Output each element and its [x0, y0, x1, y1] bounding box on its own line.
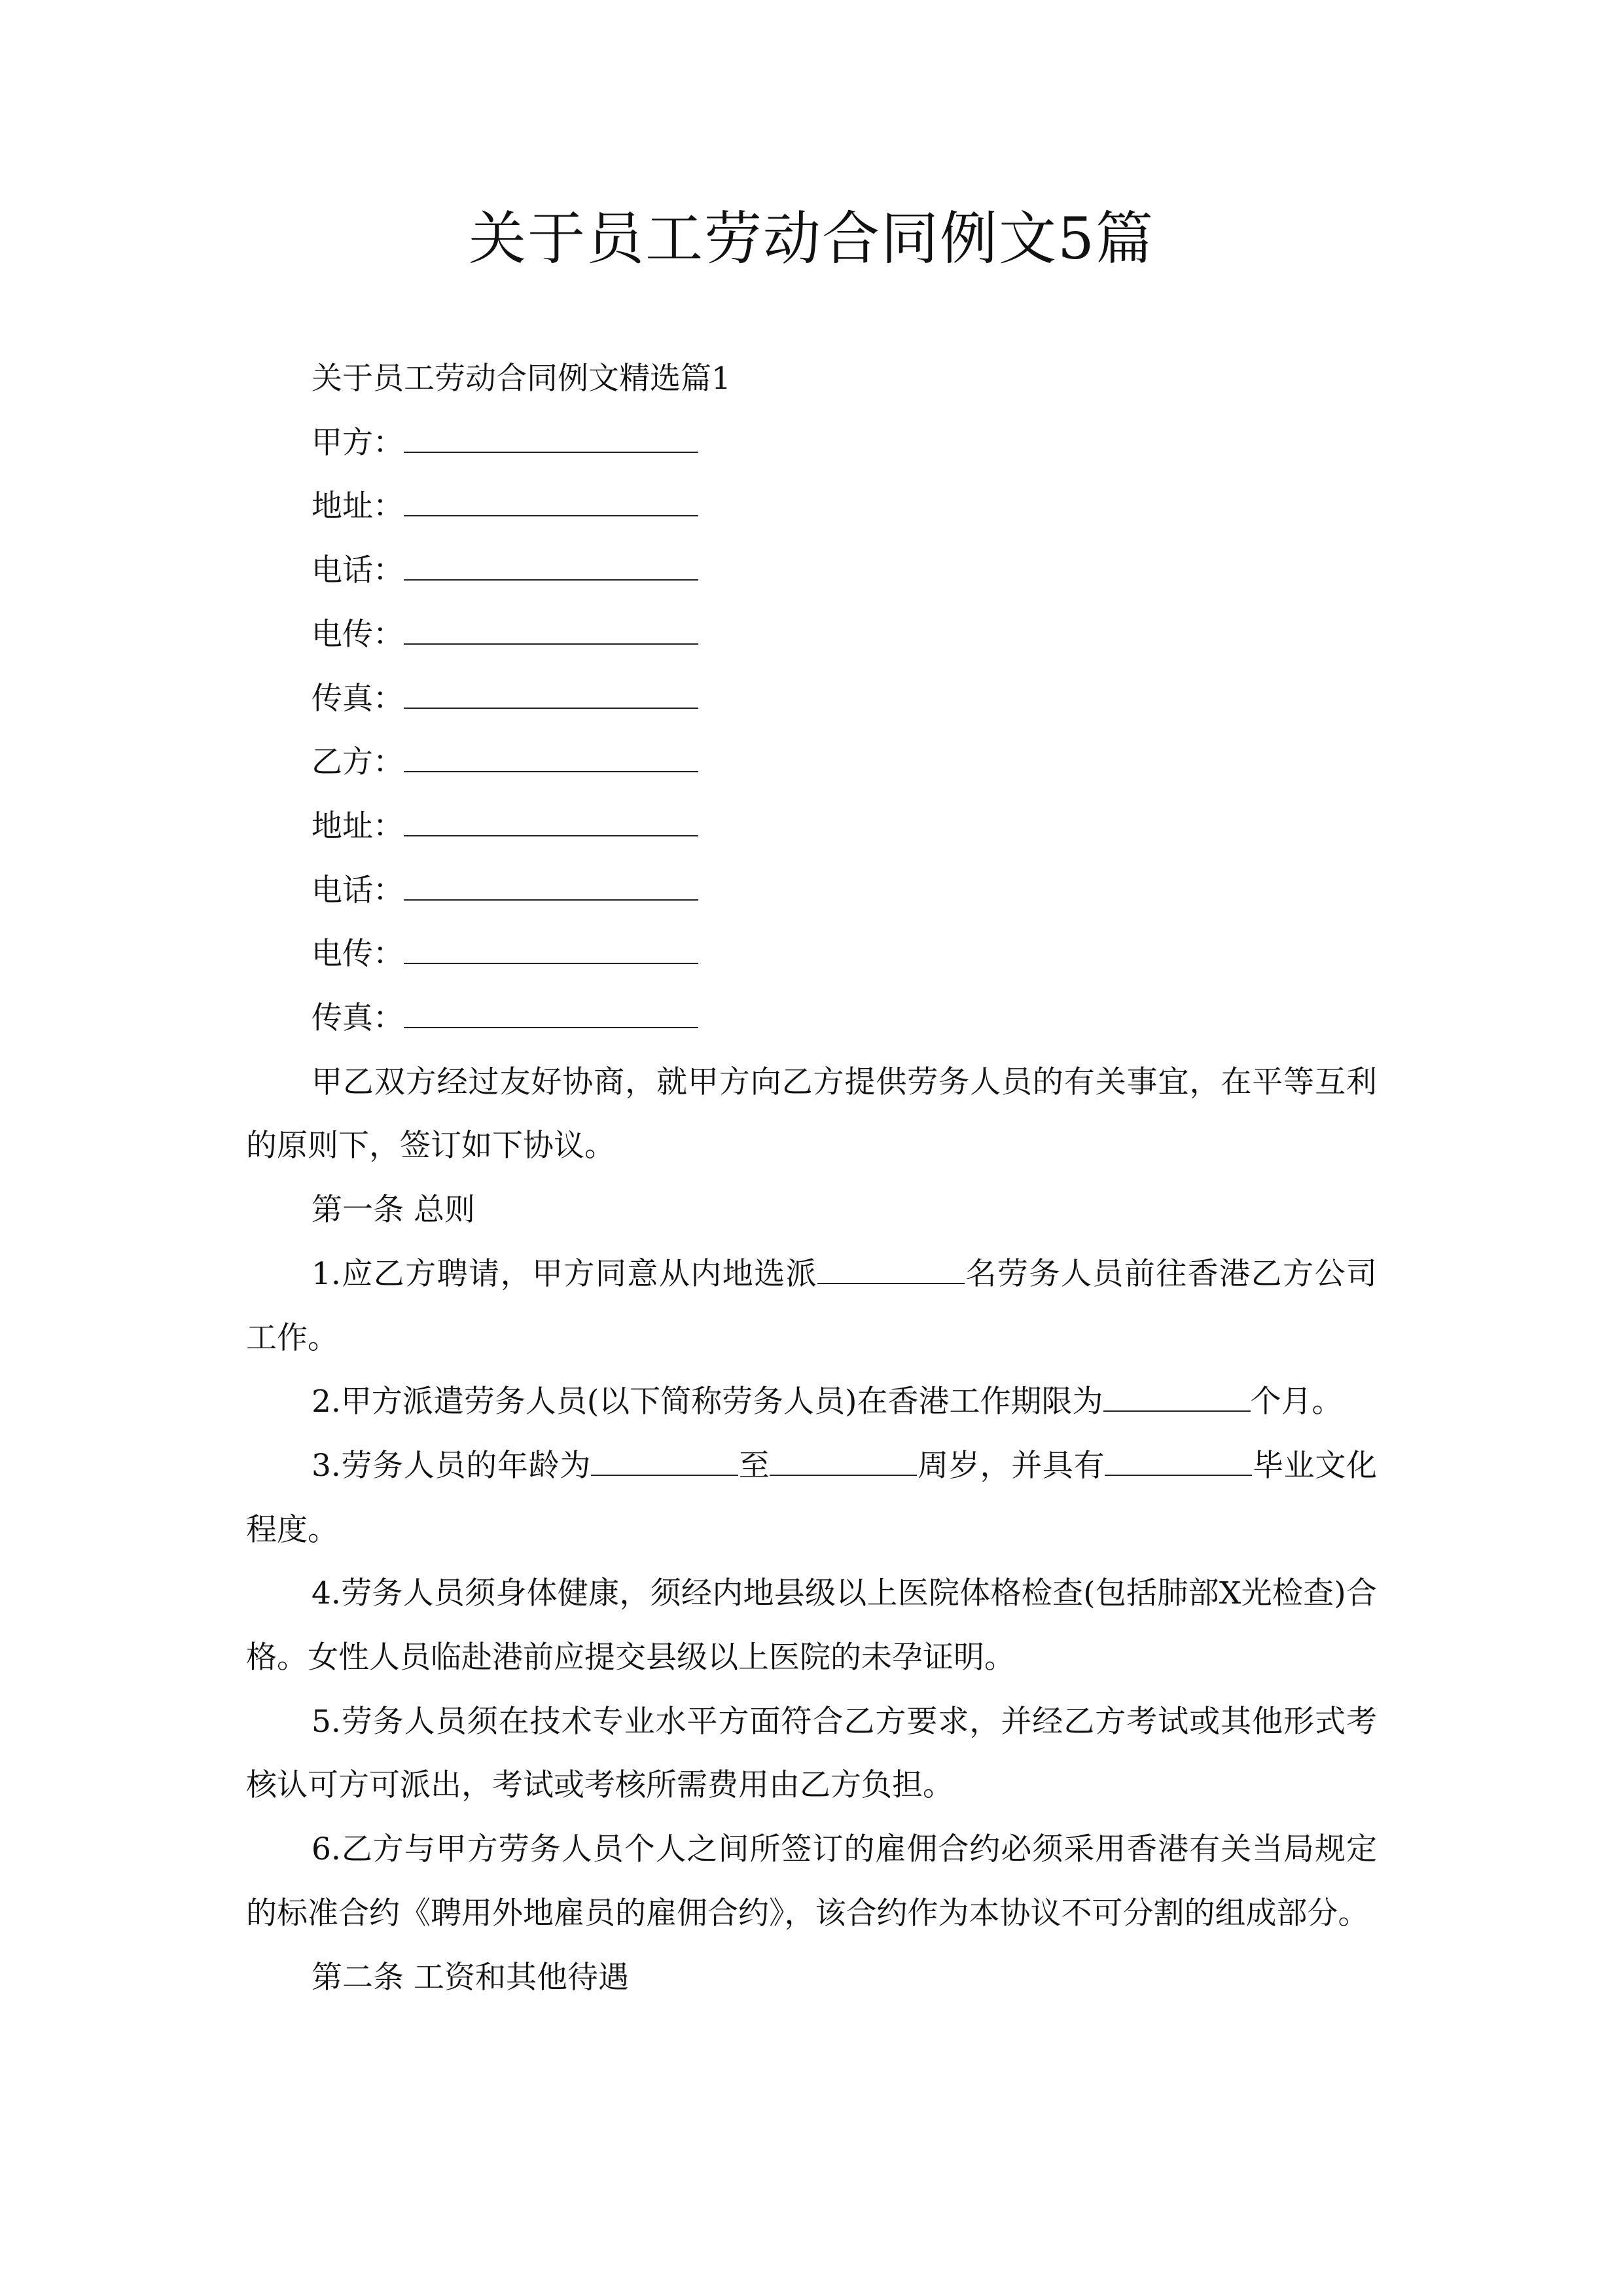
party-field: 地址：: [246, 795, 1377, 859]
party-field: 传真：: [246, 667, 1377, 731]
party-field: 电传：: [246, 922, 1377, 986]
party-field: 甲方：: [246, 411, 1377, 475]
clause-5: 5.劳务人员须在技术专业水平方面符合乙方要求，并经乙方考试或其他形式考核认可方可派出，考试或考核所需费用由乙方负担。: [246, 1703, 1377, 1804]
document-body: [246, 347, 1377, 2009]
party-field: 乙方：: [246, 730, 1377, 795]
clause-1: 1.应乙方聘请，甲方同意从内地选派 名劳务人员前往香港乙方公司工作。: [246, 1255, 1378, 1356]
blank-line[interactable]: [404, 425, 698, 453]
blank-line[interactable]: [404, 745, 698, 772]
clause-2: 2.甲方派遣劳务人员(以下简称劳务人员)在香港工作期限为 个月。: [312, 1384, 1343, 1420]
section-subtitle: 关于员工劳动合同例文精选篇1: [312, 361, 731, 397]
clause-6: 6.乙方与甲方劳务人员个人之间所签订的雇佣合约必须采用香港有关当局规定的标准合约《聘用外地雇员的雇佣合约》，该合约作为本协议不可分割的组成部分。: [246, 1831, 1377, 1931]
party-field: 电传：: [246, 603, 1377, 667]
blank-line[interactable]: [404, 681, 698, 709]
party-field: 传真：: [246, 986, 1377, 1050]
party-b-block: [246, 730, 1377, 1050]
clause-4: 4.劳务人员须身体健康，须经内地县级以上医院体格检查(包括肺部X光检查)合格。女性人员临赴港前应提交县级以上医院的未孕证明。: [246, 1575, 1377, 1676]
blank-line[interactable]: [404, 1001, 698, 1028]
party-field: 地址：: [246, 475, 1377, 539]
article-heading: 第二条 工资和其他待遇: [312, 1959, 629, 1996]
blank-line[interactable]: [1103, 1384, 1251, 1412]
blank-line[interactable]: [404, 617, 698, 645]
party-field: 电话：: [246, 859, 1377, 923]
blank-line[interactable]: [404, 553, 698, 581]
clause-3: 3.劳务人员的年龄为 至 周岁，并具有 毕业文化程度。: [246, 1447, 1378, 1548]
document-title: 关于员工劳动合同例文5篇: [469, 205, 1154, 272]
party-a-block: [246, 411, 1377, 731]
blank-line[interactable]: [817, 1257, 965, 1284]
article-heading: 第一条 总则: [312, 1192, 475, 1229]
intro-paragraph: 甲乙双方经过友好协商，就甲方向乙方提供劳务人员的有关事宜，在平等互利的原则下，签订如下协议。: [246, 1064, 1377, 1164]
blank-line[interactable]: [404, 809, 698, 836]
blank-line[interactable]: [591, 1448, 738, 1476]
blank-line[interactable]: [1105, 1448, 1252, 1476]
blank-line[interactable]: [770, 1448, 917, 1476]
blank-line[interactable]: [404, 489, 698, 516]
party-field: 电话：: [246, 539, 1377, 603]
blank-line[interactable]: [404, 937, 698, 964]
blank-line[interactable]: [404, 873, 698, 901]
